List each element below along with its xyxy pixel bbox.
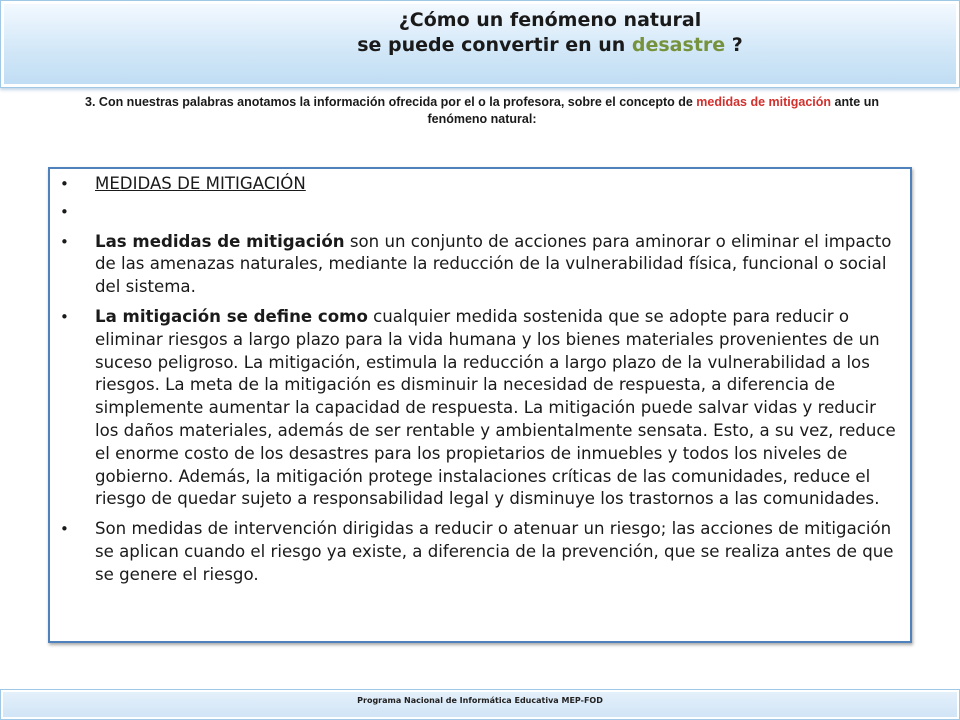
- title-line-1: ¿Cómo un fenómeno natural: [398, 9, 702, 31]
- bullet-list: [50, 173, 910, 594]
- bullet-lead: Las medidas de mitigación: [95, 231, 345, 251]
- bullet-heading: [50, 173, 910, 196]
- bullet-text: son un conjunto de acciones para aminorar o eliminar el impacto de las amenazas naturales, mediante la reducción de la vulnerabilidad física, funcional o social del sistema.: [95, 231, 892, 297]
- instruction-highlight: medidas de mitigación: [696, 95, 832, 109]
- title-line-2-prefix: se puede convertir en un: [357, 34, 632, 56]
- title-line-2-suffix: ?: [725, 34, 743, 56]
- title-line-2: [250, 33, 850, 58]
- instruction-after: ante un fenómeno natural:: [427, 95, 879, 126]
- bullet-dot: •: [60, 232, 69, 251]
- footer-text: Programa Nacional de Informática Educativa MEP-FOD: [357, 696, 603, 705]
- footer-band: [0, 689, 960, 720]
- bullet-text: cualquier medida sostenida que se adopte para reducir o eliminar riesgos a largo plazo para la vida humana y los bienes materiales provenientes de un suceso peligroso. La mitigación, estimula la reducción a largo plazo de la vulnerabilidad a los riesgos. La meta de la mitigación es disminuir la necesidad de respuesta, a diferencia de simplemente aumentar la capacidad de respuesta. La mitigación puede salvar vidas y reducir los daños materiales, además de ser rentable y ambientalmente sensata. Esto, a su vez, reduce el enorme costo de los desastres para los propietarios de inmuebles y todos los niveles de gobierno. Además, la mitigación protege instalaciones críticas de las comunidades, reduce el riesgo de quedar sujeto a responsabilidad legal y disminuye los trastornos a las comunidades.: [95, 306, 896, 509]
- slide-title: [250, 8, 850, 58]
- title-accent-word: desastre: [631, 34, 726, 56]
- bullet-dot: •: [60, 175, 69, 193]
- bullet-item-definition: [50, 231, 910, 299]
- bullet-dot: •: [60, 307, 69, 326]
- bullet-item-intervention: [50, 518, 910, 586]
- bullet-dot: •: [60, 202, 69, 221]
- section-heading: MEDIDAS DE MITIGACIÓN: [95, 174, 306, 193]
- bullet-text: Son medidas de intervención dirigidas a reducir o atenuar un riesgo; las acciones de mitigación se aplican cuando el riesgo ya existe, a diferencia de la prevención, que se realiza antes de que se genere el riesgo.: [95, 519, 894, 584]
- instruction-text: [72, 94, 892, 128]
- instruction-before: 3. Con nuestras palabras anotamos la información ofrecida por el o la profesora, sobre el concepto de: [85, 95, 697, 109]
- bullet-dot: •: [60, 520, 69, 539]
- bullet-lead: La mitigación se define como: [95, 306, 368, 326]
- bullet-empty: [50, 201, 910, 224]
- content-box: [48, 167, 912, 643]
- bullet-item-mitigation: [50, 306, 910, 511]
